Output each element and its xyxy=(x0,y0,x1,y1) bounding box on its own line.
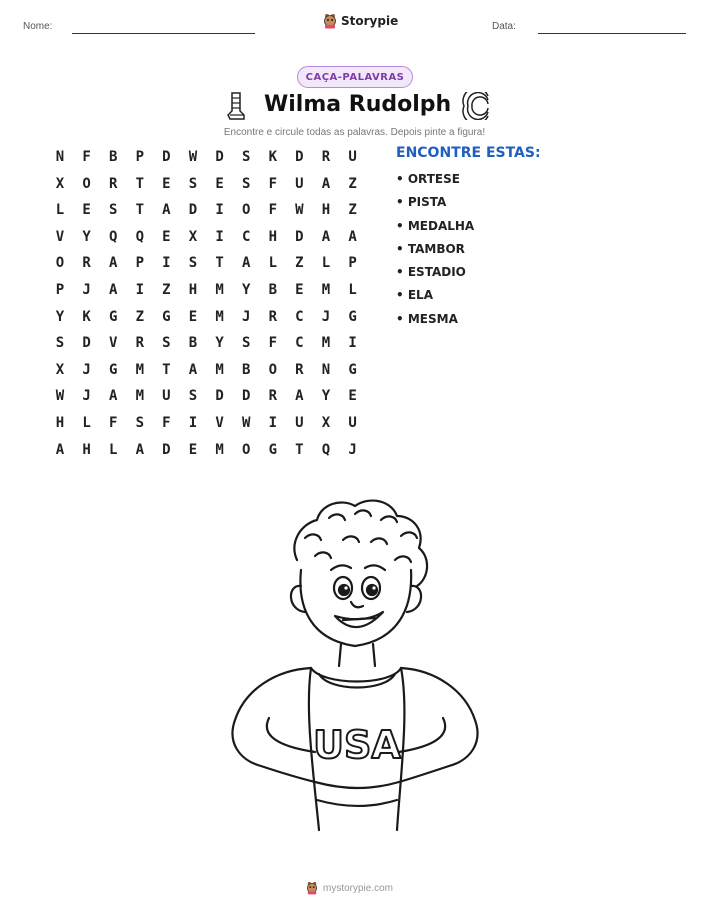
footer xyxy=(306,881,393,895)
grid-letter[interactable]: X xyxy=(55,175,65,192)
grid-letter[interactable]: D xyxy=(215,388,224,405)
grid-letter[interactable]: B xyxy=(108,149,118,165)
word-item: • TAMBOR xyxy=(396,241,465,256)
grid-letter[interactable]: G xyxy=(162,308,171,325)
grid-letter[interactable]: P xyxy=(135,255,145,272)
word-item: • MESMA xyxy=(396,311,458,326)
grid-letter[interactable]: S xyxy=(188,175,198,192)
grid-letter[interactable]: S xyxy=(241,175,251,192)
grid-letter[interactable]: O xyxy=(82,175,91,192)
grid-letter[interactable]: Z xyxy=(162,281,171,298)
grid-letter[interactable]: D xyxy=(295,228,304,245)
grid-letter[interactable]: D xyxy=(295,149,304,165)
grid-letter[interactable]: A xyxy=(348,228,357,245)
grid-letter[interactable]: J xyxy=(348,441,357,458)
grid-letter[interactable]: F xyxy=(108,414,118,431)
grid-letter[interactable]: T xyxy=(135,202,145,219)
word-item: • MEDALHA xyxy=(396,218,475,233)
grid-letter[interactable]: E xyxy=(188,441,198,458)
grid-letter[interactable]: I xyxy=(215,202,224,219)
grid-letter[interactable]: Y xyxy=(55,308,65,325)
grid-letter[interactable]: J xyxy=(82,281,91,298)
grid-letter[interactable]: J xyxy=(82,361,91,378)
grid-letter[interactable]: U xyxy=(348,414,357,431)
grid-letter[interactable]: L xyxy=(321,255,331,272)
grid-letter[interactable]: G xyxy=(108,308,118,325)
grid-letter[interactable]: R xyxy=(321,149,331,165)
grid-letter[interactable]: A xyxy=(295,388,304,405)
grid-letter[interactable]: B xyxy=(268,281,278,298)
grid-letter[interactable]: M xyxy=(215,361,224,378)
grid-letter[interactable]: F xyxy=(82,149,91,165)
grid-letter[interactable]: Z xyxy=(295,255,304,272)
grid-letter[interactable]: M xyxy=(321,281,331,298)
grid-letter[interactable]: Q xyxy=(321,441,331,458)
grid-letter[interactable]: I xyxy=(348,335,357,352)
grid-letter[interactable]: O xyxy=(241,441,251,458)
word-list xyxy=(396,172,474,335)
grid-letter[interactable]: V xyxy=(108,335,118,352)
grid-letter[interactable]: K xyxy=(82,308,91,325)
grid-letter[interactable]: Q xyxy=(135,228,145,245)
date-line[interactable] xyxy=(538,33,686,34)
grid-letter[interactable]: H xyxy=(55,414,65,431)
grid-letter[interactable]: E xyxy=(295,281,304,298)
grid-letter[interactable]: U xyxy=(295,414,304,431)
grid-letter[interactable]: D xyxy=(162,441,171,458)
grid-letter[interactable]: I xyxy=(268,414,278,431)
grid-letter[interactable]: E xyxy=(162,175,171,192)
grid-letter[interactable]: T xyxy=(295,441,304,458)
grid-letter[interactable]: M xyxy=(135,361,145,378)
grid-letter[interactable]: X xyxy=(321,414,331,431)
grid-letter[interactable]: A xyxy=(162,202,171,219)
grid-letter[interactable]: M xyxy=(135,388,145,405)
grid-letter[interactable]: M xyxy=(215,441,224,458)
grid-letter[interactable]: R xyxy=(295,361,304,378)
grid-letter[interactable]: X xyxy=(188,228,198,245)
grid-letter[interactable]: A xyxy=(135,441,145,458)
grid-letter[interactable]: L xyxy=(108,441,118,458)
grid-letter[interactable]: L xyxy=(268,255,278,272)
word-item: • ESTADIO xyxy=(396,265,466,280)
grid-letter[interactable]: S xyxy=(241,149,251,165)
grid-letter[interactable]: K xyxy=(268,149,278,165)
grid-letter[interactable]: O xyxy=(241,202,251,219)
grid-letter[interactable]: A xyxy=(108,388,118,405)
name-label: Nome: xyxy=(23,21,53,32)
grid-letter[interactable]: J xyxy=(321,308,331,325)
grid-letter[interactable]: S xyxy=(188,388,198,405)
grid-letter[interactable]: O xyxy=(268,361,278,378)
grid-letter[interactable]: I xyxy=(135,281,145,298)
grid-letter[interactable]: E xyxy=(82,202,91,219)
grid-letter[interactable]: R xyxy=(268,388,278,405)
grid-letter[interactable]: C xyxy=(295,335,304,352)
grid-letter[interactable]: R xyxy=(135,335,145,352)
grid-letter[interactable]: G xyxy=(348,361,357,378)
grid-letter[interactable]: M xyxy=(321,335,331,352)
grid-letter[interactable]: U xyxy=(348,149,357,165)
grid-letter[interactable]: A xyxy=(108,281,118,298)
grid-letter[interactable]: D xyxy=(215,149,224,165)
activity-badge: CAÇA-PALAVRAS xyxy=(297,66,413,88)
grid-letter[interactable]: Z xyxy=(348,175,357,192)
grid-letter[interactable]: S xyxy=(135,414,145,431)
grid-letter[interactable]: W xyxy=(188,149,198,165)
grid-letter[interactable]: E xyxy=(162,228,171,245)
grid-letter[interactable]: A xyxy=(188,361,198,378)
grid-letter[interactable]: C xyxy=(295,308,304,325)
coloring-figure[interactable] xyxy=(205,490,505,850)
grid-letter[interactable]: J xyxy=(241,308,251,325)
grid-letter[interactable]: P xyxy=(348,255,357,272)
word-item: • ELA xyxy=(396,288,433,303)
grid-letter[interactable]: F xyxy=(268,175,278,192)
word-list-title: ENCONTRE ESTAS: xyxy=(396,145,541,161)
grid-letter[interactable]: T xyxy=(162,361,171,378)
grid-letter[interactable]: P xyxy=(135,149,145,165)
grid-letter[interactable]: D xyxy=(82,335,91,352)
grid-letter[interactable]: I xyxy=(162,255,171,272)
grid-letter[interactable]: D xyxy=(241,388,251,405)
instructions: Encontre e circule todas as palavras. Depois pinte a figura! xyxy=(223,127,486,138)
grid-letter[interactable]: S xyxy=(162,335,171,352)
grid-letter[interactable]: G xyxy=(108,361,118,378)
page-title: Wilma Rudolph xyxy=(264,92,452,117)
grid-letter[interactable]: A xyxy=(321,175,331,192)
shirt-text: USA xyxy=(313,723,401,767)
grid-letter[interactable]: N xyxy=(55,149,65,165)
grid-letter[interactable]: S xyxy=(241,335,251,352)
grid-letter[interactable]: M xyxy=(215,308,224,325)
grid-letter[interactable]: N xyxy=(321,361,331,378)
grid-letter[interactable]: D xyxy=(162,149,171,165)
grid-letter[interactable]: P xyxy=(55,281,65,298)
grid-letter[interactable]: H xyxy=(188,281,198,298)
grid-letter[interactable]: Z xyxy=(348,202,357,219)
word-item: • PISTA xyxy=(396,195,447,210)
grid-letter[interactable]: B xyxy=(241,361,251,378)
grid-letter[interactable]: H xyxy=(268,228,278,245)
grid-letter[interactable]: Z xyxy=(135,308,145,325)
name-line[interactable] xyxy=(72,33,255,34)
grid-letter[interactable]: Y xyxy=(82,228,91,245)
grid-letter[interactable]: R xyxy=(108,175,118,192)
grid-letter[interactable]: R xyxy=(268,308,278,325)
grid-letter[interactable]: B xyxy=(188,335,198,352)
grid-letter[interactable]: L xyxy=(55,202,65,219)
grid-letter[interactable]: W xyxy=(241,414,251,431)
grid-letter[interactable]: G xyxy=(348,308,357,325)
grid-letter[interactable]: X xyxy=(55,361,65,378)
grid-letter[interactable]: V xyxy=(55,228,65,245)
grid-letter[interactable]: M xyxy=(215,281,224,298)
grid-letter[interactable]: E xyxy=(348,388,357,405)
grid-letter[interactable]: L xyxy=(348,281,357,298)
grid-letter[interactable]: S xyxy=(55,335,65,352)
grid-letter[interactable]: S xyxy=(108,202,118,219)
grid-letter[interactable]: C xyxy=(241,228,251,245)
grid-letter[interactable]: W xyxy=(55,388,65,405)
grid-letter[interactable]: Q xyxy=(108,228,118,245)
storypie-mascot-icon xyxy=(323,13,337,29)
grid-letter[interactable]: O xyxy=(55,255,65,272)
grid-letter[interactable]: Y xyxy=(215,335,224,352)
grid-letter[interactable]: W xyxy=(295,202,304,219)
grid-letter[interactable]: L xyxy=(82,414,91,431)
grid-letter[interactable]: U xyxy=(295,175,304,192)
grid-letter[interactable]: F xyxy=(162,414,171,431)
grid-letter[interactable]: U xyxy=(162,388,171,405)
grid-letter[interactable]: T xyxy=(215,255,224,272)
grid-letter[interactable]: J xyxy=(82,388,91,405)
grid-letter[interactable]: A xyxy=(55,441,65,458)
grid-letter[interactable]: Y xyxy=(321,388,331,405)
grid-letter[interactable]: V xyxy=(215,414,224,431)
grid-letter[interactable]: S xyxy=(188,255,198,272)
grid-letter[interactable]: Y xyxy=(241,281,251,298)
grid-letter[interactable]: F xyxy=(268,202,278,219)
grid-letter[interactable]: I xyxy=(215,228,224,245)
grid-letter[interactable]: T xyxy=(135,175,145,192)
grid-letter[interactable]: D xyxy=(188,202,198,219)
grid-letter[interactable]: H xyxy=(82,441,91,458)
word-item: • ORTESE xyxy=(396,172,460,186)
grid-letter[interactable]: A xyxy=(108,255,118,272)
grid-letter[interactable]: E xyxy=(188,308,198,325)
grid-letter[interactable]: I xyxy=(188,414,198,431)
date-label: Data: xyxy=(492,21,516,32)
grid-letter[interactable]: A xyxy=(241,255,251,272)
footer-url[interactable]: mystorypie.com xyxy=(323,882,394,894)
grid-letter[interactable]: H xyxy=(321,202,331,219)
running-track-icon xyxy=(460,92,490,120)
grid-letter[interactable]: A xyxy=(321,228,331,245)
storypie-mascot-icon xyxy=(306,881,318,895)
leg-brace-icon xyxy=(224,91,246,121)
grid-letter[interactable]: E xyxy=(215,175,224,192)
grid-letter[interactable]: F xyxy=(268,335,278,352)
brand-name: Storypie xyxy=(341,14,399,28)
grid-letter[interactable]: G xyxy=(268,441,278,458)
grid-letter[interactable]: R xyxy=(82,255,91,272)
brand-logo xyxy=(323,13,398,29)
